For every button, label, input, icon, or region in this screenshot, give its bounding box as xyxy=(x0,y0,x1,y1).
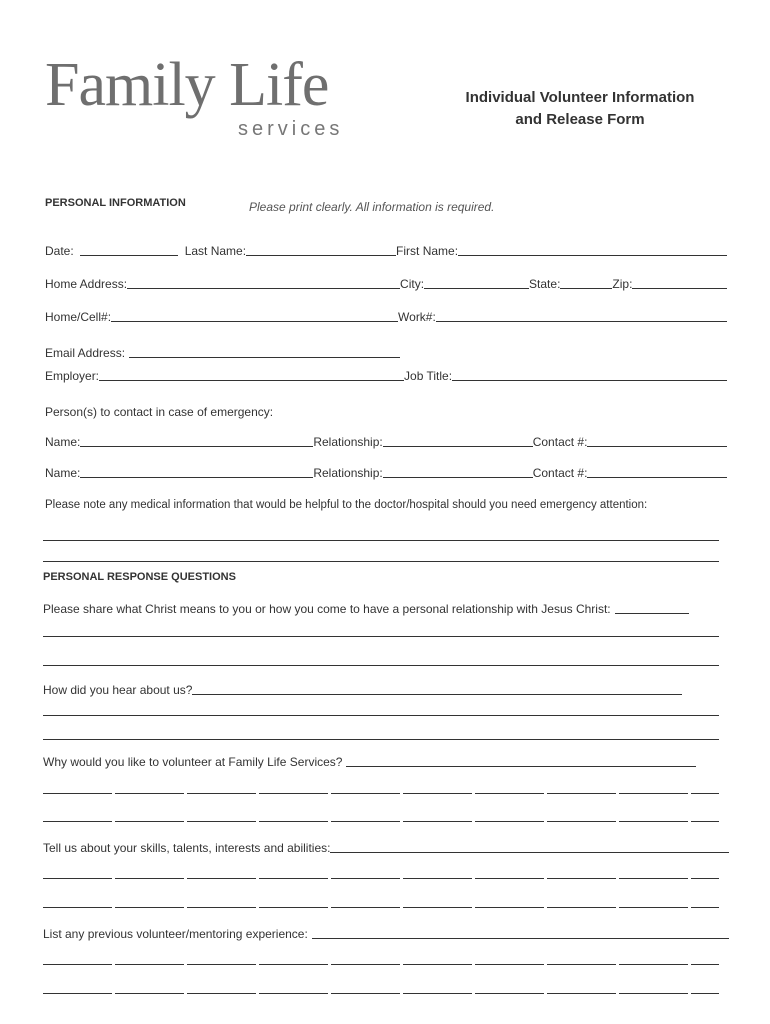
emergency-contact-row-2 xyxy=(45,464,727,480)
question-christ-line[interactable] xyxy=(43,636,719,637)
email-row xyxy=(45,344,727,360)
question-skills-row xyxy=(43,839,729,855)
question-volunteer-row xyxy=(43,753,729,769)
question-skills-label: Tell us about your skills, talents, interests and abilities: xyxy=(43,841,331,855)
question-experience-label: List any previous volunteer/mentoring experience: xyxy=(43,927,308,941)
city-label: City: xyxy=(400,277,425,291)
question-experience-line[interactable] xyxy=(43,964,719,965)
question-hear-label: How did you hear about us? xyxy=(43,683,193,697)
job-title-field[interactable] xyxy=(452,380,727,381)
date-label: Date: xyxy=(45,244,74,258)
phone-row xyxy=(45,308,727,324)
personal-response-heading: PERSONAL RESPONSE QUESTIONS xyxy=(43,571,236,583)
home-cell-label: Home/Cell#: xyxy=(45,310,112,324)
work-field[interactable] xyxy=(436,321,727,322)
emergency-contact-row-1 xyxy=(45,433,727,449)
employer-row xyxy=(45,367,727,383)
first-name-label: First Name: xyxy=(396,244,459,258)
medical-info-line[interactable] xyxy=(43,540,719,541)
zip-field[interactable] xyxy=(632,288,727,289)
question-christ-line[interactable] xyxy=(43,665,719,666)
logo-wordmark: Family Life xyxy=(45,51,329,119)
state-field[interactable] xyxy=(560,288,612,289)
question-skills-field[interactable] xyxy=(330,852,729,853)
question-hear-field[interactable] xyxy=(192,694,682,695)
form-title-line-2: and Release Form xyxy=(515,111,645,128)
job-title-label: Job Title: xyxy=(404,369,453,383)
work-label: Work#: xyxy=(398,310,436,324)
employer-field[interactable] xyxy=(99,380,404,381)
contact-number-label: Contact #: xyxy=(532,466,588,480)
relationship-field[interactable] xyxy=(383,446,533,447)
emergency-heading-row xyxy=(45,403,727,419)
form-title-line-1: Individual Volunteer Information xyxy=(465,89,695,106)
date-field[interactable] xyxy=(80,255,178,256)
city-field[interactable] xyxy=(424,288,529,289)
contact-number-field[interactable] xyxy=(587,477,727,478)
name-date-row xyxy=(45,242,727,258)
question-skills-line[interactable] xyxy=(43,907,719,908)
address-row xyxy=(45,275,727,291)
emergency-contact-label: Person(s) to contact in case of emergency: xyxy=(45,405,274,419)
email-field[interactable] xyxy=(129,357,400,358)
home-address-label: Home Address: xyxy=(45,277,128,291)
medical-info-row xyxy=(45,496,727,512)
last-name-label: Last Name: xyxy=(184,244,247,258)
question-christ-field[interactable] xyxy=(615,613,689,614)
question-hear-line[interactable] xyxy=(43,715,719,716)
emergency-name-field[interactable] xyxy=(80,477,313,478)
emergency-name-label: Name: xyxy=(45,466,81,480)
contact-number-field[interactable] xyxy=(587,446,727,447)
question-christ-label: Please share what Christ means to you or how you come to have a personal relationship with Jesus Christ: xyxy=(43,602,611,616)
medical-info-line[interactable] xyxy=(43,561,719,562)
relationship-field[interactable] xyxy=(383,477,533,478)
personal-information-heading: PERSONAL INFORMATION xyxy=(45,197,186,209)
question-hear-row xyxy=(43,681,729,697)
state-label: State: xyxy=(529,277,561,291)
emergency-name-label: Name: xyxy=(45,435,81,449)
question-volunteer-line[interactable] xyxy=(43,793,719,794)
question-hear-line[interactable] xyxy=(43,739,719,740)
question-volunteer-field[interactable] xyxy=(346,766,696,767)
emergency-name-field[interactable] xyxy=(80,446,313,447)
first-name-field[interactable] xyxy=(458,255,727,256)
relationship-label: Relationship: xyxy=(313,435,383,449)
relationship-label: Relationship: xyxy=(313,466,383,480)
question-volunteer-label: Why would you like to volunteer at Family Life Services? xyxy=(43,755,343,769)
question-volunteer-line[interactable] xyxy=(43,821,719,822)
employer-label: Employer: xyxy=(45,369,100,383)
question-skills-line[interactable] xyxy=(43,878,719,879)
contact-number-label: Contact #: xyxy=(532,435,588,449)
question-experience-field[interactable] xyxy=(312,938,729,939)
last-name-field[interactable] xyxy=(246,255,396,256)
question-christ-row xyxy=(43,600,729,616)
question-experience-line[interactable] xyxy=(43,993,719,994)
medical-info-label: Please note any medical information that would be helpful to the doctor/hospital should you need emergency attention: xyxy=(45,499,648,511)
question-experience-row xyxy=(43,925,729,941)
family-life-logo xyxy=(45,50,365,150)
print-clearly-note: Please print clearly. All information is required. xyxy=(249,200,495,214)
form-title xyxy=(430,87,730,131)
home-cell-field[interactable] xyxy=(111,321,398,322)
zip-label: Zip: xyxy=(612,277,633,291)
home-address-field[interactable] xyxy=(127,288,400,289)
email-label: Email Address: xyxy=(45,346,126,360)
logo-subtitle: services xyxy=(238,118,344,140)
